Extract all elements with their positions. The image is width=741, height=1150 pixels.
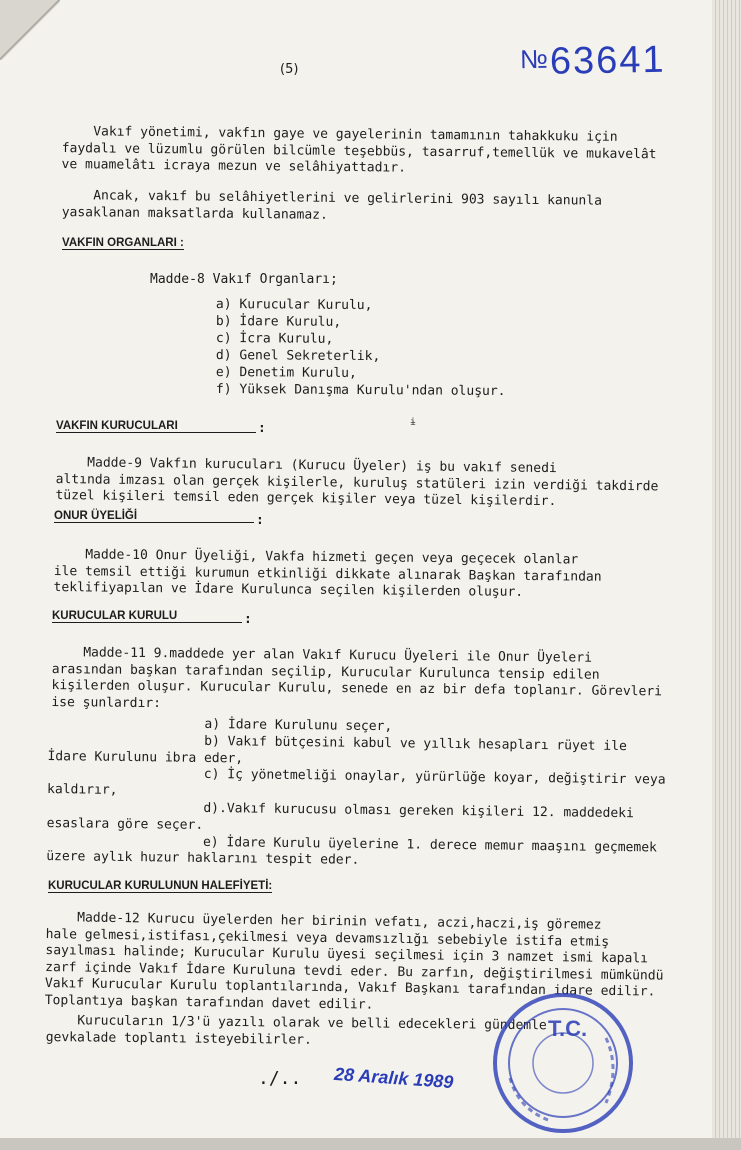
- stamp-digits: 63641: [549, 38, 666, 83]
- paragraph-restriction: Ancak, vakıf bu selâhiyetlerini ve gelirlerini 903 sayılı kanunla yasaklanan maksatlarda kullanamaz.: [61, 188, 603, 223]
- heading-honorary: ONUR ÜYELİĞİ: [54, 510, 254, 523]
- heading-board: KURUCULAR KURULU: [52, 610, 242, 623]
- folded-corner: [0, 0, 60, 60]
- board-duties: a) İdare Kurulunu seçer, b) Vakıf bütçesini kabul ve yıllık hesapları rüyet ile İdare Kurulunu ibra eder, c) İç yönetmeliği onaylar, yürürlüğe koyar, değiştirir veya kaldırır, d).Vakıf kurucusu olması gereken kişileri 12. maddedeki esaslara göre seçer. e) İdare Kurulu üyelerine 1. derece memur maaşını geçmemek üzere aylık huzur haklarını tespit eder.: [46, 715, 666, 869]
- heading-colon: :: [244, 612, 252, 627]
- organ-item: b) İdare Kurulu,: [215, 314, 342, 330]
- paragraph-management: Vakıf yönetimi, vakfın gaye ve gayelerinin tamamının tahakkuku için faydalı ve lüzumlu görülen bilcümle teşebbüs, tasarruf,temellük ve mukavelât ve muamelâtı icraya mezun ve selâhiyattadır.: [61, 124, 657, 176]
- article-10: Madde-10 Onur Üyeliği, Vakfa hizmeti geçen veya geçecek olanlar ile temsil ettiği kurumun etkinliği dikkate alınarak Başkan tarafından teklifiyapılan ve İdare Kurulunca seçilen kişilerden oluşur.: [53, 547, 602, 600]
- bottom-edge: [0, 1138, 741, 1150]
- organ-item: c) İcra Kurulu,: [215, 331, 334, 347]
- page-number: (5): [280, 62, 299, 77]
- paragraph-extraordinary-meeting: Kurucuların 1/3'ü yazılı olarak ve belli edecekleri gündemle gevkalade toplantı isteyebilirler.: [45, 1013, 547, 1048]
- heading-organs: VAKFIN ORGANLARI :: [62, 237, 184, 249]
- organ-item: f) Yüksek Danışma Kurulu'ndan oluşur.: [215, 382, 506, 400]
- heading-succession: KURUCULAR KURULUNUN HALEFİYETİ:: [48, 880, 273, 892]
- organ-item: e) Denetim Kurulu,: [215, 365, 357, 381]
- stamped-date: 28 Aralık 1989: [333, 1063, 454, 1093]
- svg-text:T.C.: T.C.: [548, 1016, 588, 1041]
- continuation-mark: ./..: [258, 1068, 302, 1089]
- ink-speck: ɨ: [410, 417, 417, 428]
- organ-item: d) Genel Sekreterlik,: [215, 348, 381, 365]
- official-seal: [488, 988, 638, 1138]
- article-9: Madde-9 Vakfın kurucuları (Kurucu Üyeler) iş bu vakıf senedi altında imzası olan gerçek kişilerle, kuruluş statüleri izin verdiği takdirde tüzel kişileri temsil eden gerçek kişiler veya tüzel kişilerdir.: [55, 455, 659, 510]
- number-sign: №: [519, 43, 551, 75]
- organ-item: a) Kurucular Kurulu,: [215, 297, 373, 314]
- article-12: Madde-12 Kurucu üyelerden her birinin vefatı, aczi,haczi,iş göremez hale gelmesi,istifası,çekilmesi veya devamsızlığı sebebiyle istifa etmiş sayılması halinde; Kurucular Kurulu üyesi seçilmesi için 3 namzet ismi kapalı zarf içinde Vakıf İdare Kuruluna tevdi eder. Bu zarfın, değiştirilmesi mümkündü Vakıf Kurucular Kurulu toplantılarında, Vakıf Başkanı tarafından idare edilir. Toplantıya başkan tarafından davet edilir.: [44, 910, 664, 1013]
- document-number-stamp: [520, 39, 666, 85]
- article-11: Madde-11 9.maddede yer alan Vakıf Kurucu Üyeleri ile Onur Üyeleri arasından başkan tarafından seçilip, Kurucular Kurulunca tensip edilen kişilerden oluşur. Kurucular Kurulu, senede en az bir defa toplanır. Görevleri ise şunlardır:: [51, 645, 663, 711]
- article-8-title: Madde-8 Vakıf Organları;: [150, 272, 338, 287]
- heading-colon: :: [256, 513, 264, 528]
- heading-founders: VAKFIN KURUCULARI: [56, 420, 256, 433]
- heading-colon: :: [258, 421, 266, 436]
- signature-line: [258, 1063, 454, 1093]
- stacked-page-edges: [712, 0, 741, 1150]
